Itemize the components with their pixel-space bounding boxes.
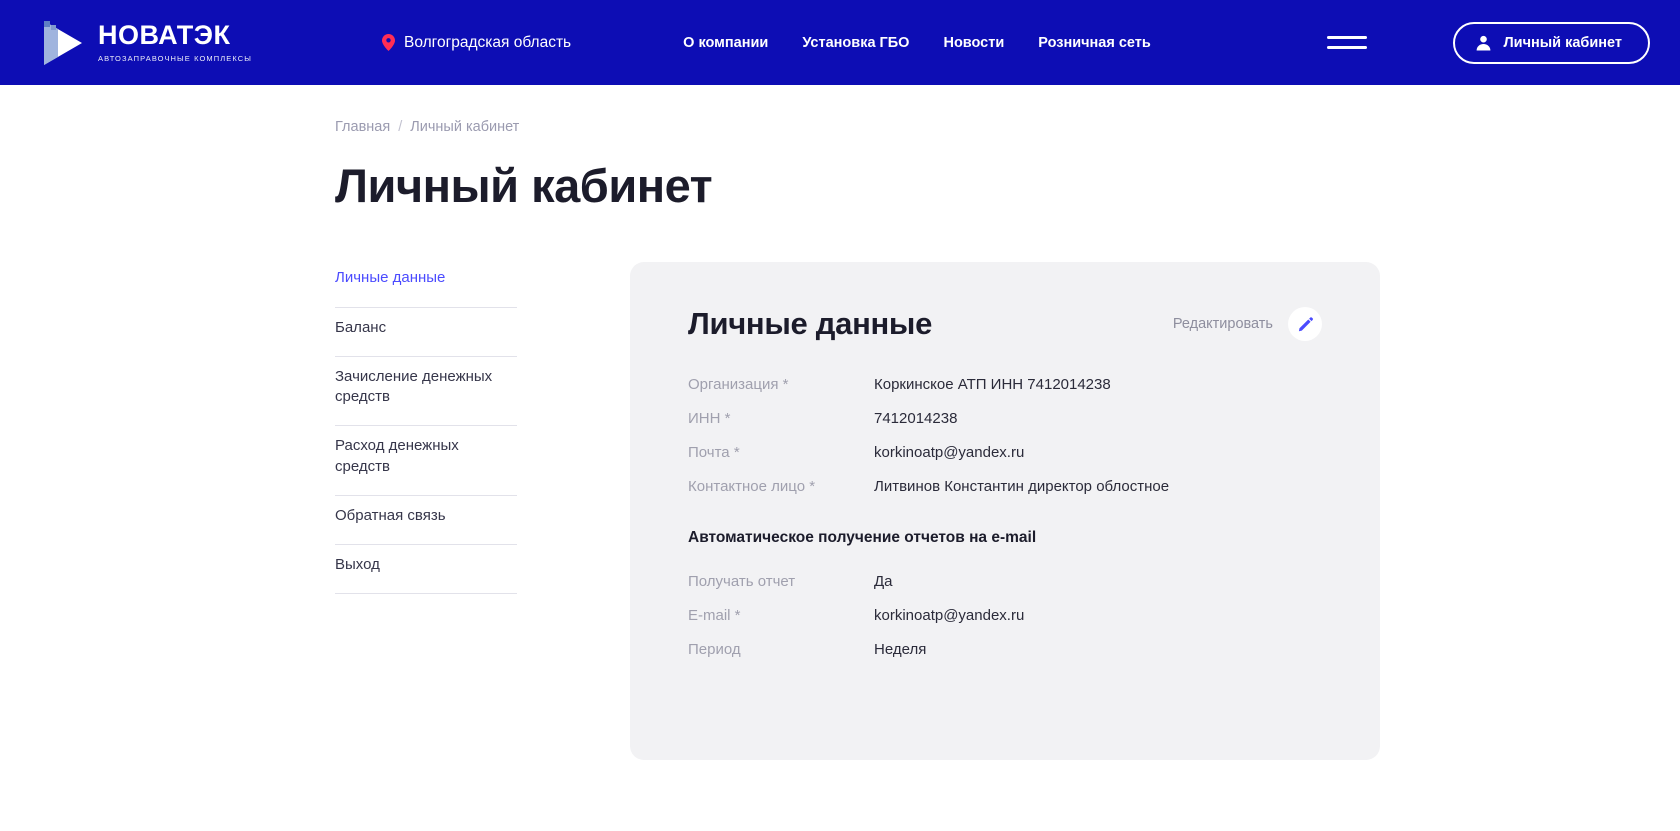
field-label: Почта * xyxy=(688,444,740,462)
fields-list xyxy=(688,376,1322,495)
page-title: Личный кабинет xyxy=(335,159,713,212)
sidebar-item-logout[interactable]: Выход xyxy=(335,545,517,594)
breadcrumb xyxy=(335,119,1680,135)
field-value: Коркинское АТП ИНН 7412014238 xyxy=(874,376,1111,394)
edit-button-label: Редактировать xyxy=(1172,316,1273,333)
breadcrumb-home[interactable]: Главная xyxy=(335,119,391,135)
hamburger-menu-icon[interactable] xyxy=(1327,30,1367,56)
nav-item-retail[interactable]: Розничная сеть xyxy=(1038,34,1151,51)
breadcrumb-current: Личный кабинет xyxy=(410,119,520,135)
field-email xyxy=(688,444,1322,461)
account-sidebar xyxy=(335,262,517,594)
sidebar-item-personal-data[interactable]: Личные данные xyxy=(335,266,517,307)
field-label: ИНН * xyxy=(688,410,731,428)
nav-item-gbo[interactable]: Установка ГБО xyxy=(802,34,910,51)
sidebar-item-expenses[interactable]: Расход денежных средств xyxy=(335,426,517,496)
field-label: E-mail * xyxy=(688,607,741,625)
breadcrumb-separator: / xyxy=(398,119,403,135)
card-title: Личные данные xyxy=(688,306,933,342)
field-value: Литвинов Константин директор облостное xyxy=(874,478,1170,496)
field-value: Неделя xyxy=(874,641,927,659)
field-label: Организация * xyxy=(688,376,789,394)
account-button[interactable] xyxy=(1453,22,1650,64)
field-report-email xyxy=(688,607,1322,624)
field-organization xyxy=(688,376,1322,393)
field-value: korkinoatp@yandex.ru xyxy=(874,607,1025,625)
reports-section-title: Автоматическое получение отчетов на e-mail xyxy=(688,529,1037,547)
user-icon xyxy=(1475,34,1492,51)
sidebar-item-balance[interactable]: Баланс xyxy=(335,308,517,357)
card-header xyxy=(688,306,1322,342)
field-label: Получать отчет xyxy=(688,573,796,591)
sidebar-item-feedback[interactable]: Обратная связь xyxy=(335,496,517,545)
field-inn xyxy=(688,410,1322,427)
field-contact-person xyxy=(688,478,1322,495)
pencil-icon[interactable] xyxy=(1288,307,1322,341)
page-body xyxy=(0,119,1680,760)
sidebar-item-deposits[interactable]: Зачисление денежных средств xyxy=(335,357,517,427)
field-period xyxy=(688,641,1322,658)
main-nav xyxy=(683,35,1151,51)
novatek-flag-icon xyxy=(42,19,84,67)
field-label: Период xyxy=(688,641,741,659)
logo-subtitle: АВТОЗАПРАВОЧНЫЕ КОМПЛЕКСЫ xyxy=(98,54,253,63)
field-receive-report xyxy=(688,573,1322,590)
personal-data-card xyxy=(630,262,1380,760)
site-header xyxy=(0,0,1680,85)
report-fields-list xyxy=(688,573,1322,658)
logo-title: НОВАТЭК xyxy=(98,20,231,50)
field-label: Контактное лицо * xyxy=(688,478,816,496)
logo[interactable] xyxy=(42,19,252,67)
edit-button[interactable] xyxy=(1173,307,1322,341)
field-value: 7412014238 xyxy=(874,410,958,428)
field-value: korkinoatp@yandex.ru xyxy=(874,444,1025,462)
region-label: Волгоградская область xyxy=(404,33,572,51)
content-area xyxy=(335,262,1680,760)
nav-item-about[interactable]: О компании xyxy=(683,34,769,51)
region-selector[interactable] xyxy=(382,34,571,52)
nav-item-news[interactable]: Новости xyxy=(943,34,1005,51)
account-button-label: Личный кабинет xyxy=(1503,34,1622,51)
field-value: Да xyxy=(874,573,893,591)
map-pin-icon xyxy=(382,34,395,51)
